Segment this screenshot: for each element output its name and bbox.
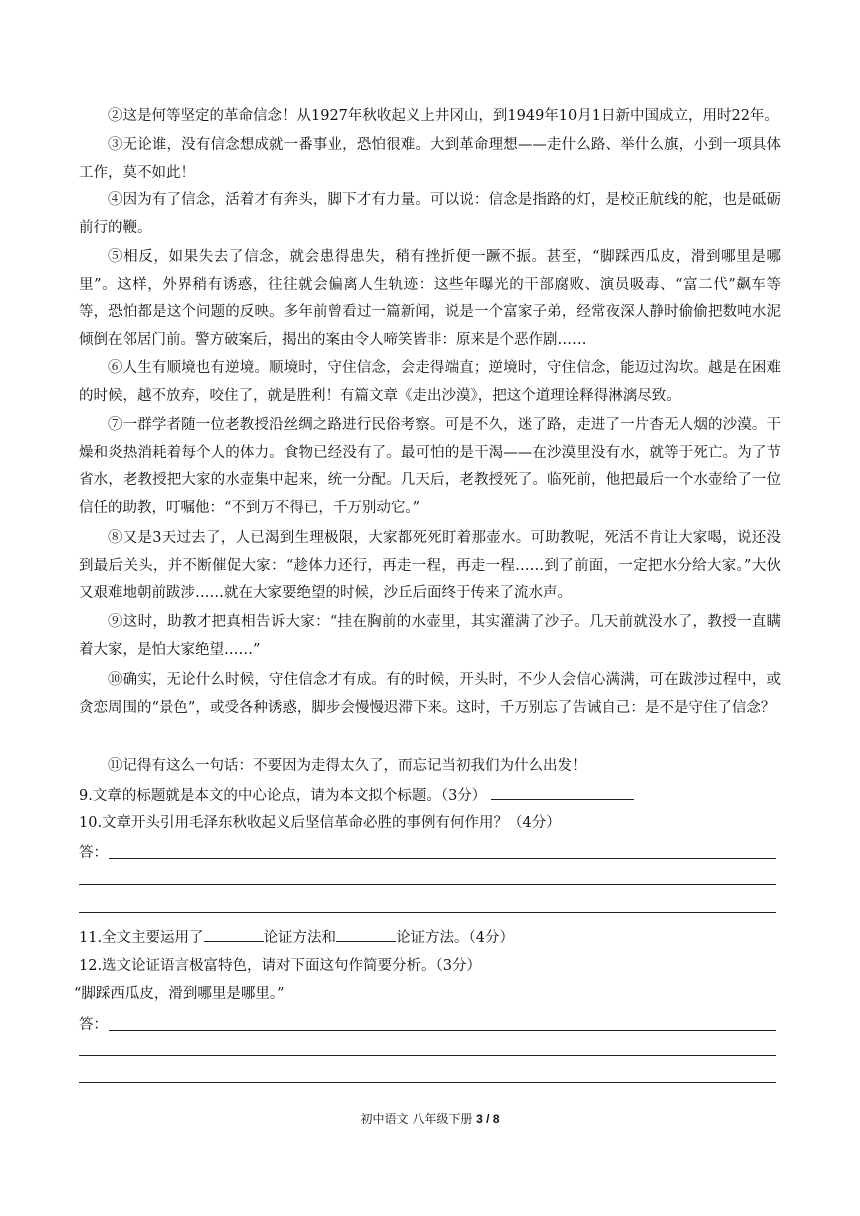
question-11 (79, 926, 514, 950)
question-9-text: 9.文章的标题就是本文的中心论点，请为本文拟个标题。（3分） (79, 788, 487, 804)
question-11-blank-1[interactable] (204, 927, 264, 942)
paragraph-8: ⑧又是3天过去了，人已渴到生理极限，大家都死死盯着那壶水。可助教呢，死活不肯让大家喝，说还没到最后关头，并不断催促大家：“趁体力还行，再走一程，再走一程……到了前面，一定把水分给大家。”大伙又艰难地朝前跋涉……就在大家要绝望的时候，沙丘后面终于传来了流水声。 (79, 530, 781, 601)
answer-line[interactable] (79, 1055, 776, 1056)
question-11-text-c: 论证方法。（4分） (396, 930, 515, 946)
question-11-blank-2[interactable] (336, 927, 396, 942)
paragraph-6: ⑥人生有顺境也有逆境。顺境时，守住信念，会走得端直；逆境时，守住信念，能迈过沟坎。越是在困难的时候，越不放弃，咬住了，就是胜利！有篇文章《走出沙漠》，把这个道理诠释得淋漓尽致。 (79, 360, 781, 404)
question-12-quote: “脚踩西瓜皮，滑到哪里是哪里。” (74, 986, 285, 1002)
answer-label: 答： (79, 1017, 108, 1033)
question-11-text-a: 11.全文主要运用了 (79, 930, 204, 946)
answer-line[interactable] (79, 1082, 776, 1083)
question-9-blank[interactable] (491, 785, 634, 800)
answer-line[interactable] (109, 858, 776, 859)
question-12-answer-row[interactable] (79, 1013, 776, 1035)
paragraph-5: ⑤相反，如果失去了信念，就会患得患失，稍有挫折便一蹶不振。甚至，“脚踩西瓜皮，滑到哪里是哪里”。这样，外界稍有诱惑，往往就会偏离人生轨迹：这些年曝光的干部腐败、演员吸毒、“富二代”飙车等等，恐怕都是这个问题的反映。多年前曾看过一篇新闻，说是一个富家子弟，经常夜深人静时偷偷把数吨水泥倾倒在邻居门前。警方破案后，揭出的案由令人啼笑皆非：原来是个恶作剧…… (79, 249, 781, 348)
answer-label: 答： (79, 845, 108, 861)
page-number: 3 / 8 (476, 1112, 500, 1126)
question-11-text-b: 论证方法和 (263, 930, 337, 946)
paragraph-10: ⑩确实，无论什么时候，守住信念才有成。有的时候，开头时，不少人会信心满满，可在跋涉过程中，或贪恋周围的“景色”，或受各种诱惑，脚步会慢慢迟滞下来。这时，千万别忘了告诫自己：是不是守住了信念？ (79, 672, 781, 716)
paragraph-4: ④因为有了信念，活着才有奔头，脚下才有力量。可以说：信念是指路的灯，是校正航线的舵，也是砥砺前行的鞭。 (79, 192, 781, 236)
footer-text: 初中语文 八年级下册 (360, 1112, 477, 1126)
answer-line[interactable] (79, 912, 776, 913)
paragraph-11: ⑪记得有这么一句话：不要因为走得太久了，而忘记当初我们为什么出发！ (108, 758, 587, 774)
page-footer (0, 1110, 860, 1127)
paragraph-7: ⑦一群学者随一位老教授沿丝绸之路进行民俗考察。可是不久，迷了路，走进了一片杳无人烟的沙漠。干燥和炎热消耗着每个人的体力。食物已经没有了。最可怕的是干渴——在沙漠里没有水，就等于死亡。为了节省水，老教授把大家的水壶集中起来，统一分配。几天后，老教授死了。临死前，他把最后一个水壶给了一位信任的助教，叮嘱他：“不到万不得已，千万别动它。” (79, 417, 781, 516)
question-10-answer-row[interactable] (79, 841, 776, 863)
question-9 (79, 784, 634, 808)
paragraph-2: ②这是何等坚定的革命信念！从1927年秋收起义上井冈山，到1949年10月1日新中国成立，用时22年。 (108, 108, 779, 124)
paragraph-9: ⑨这时，助教才把真相告诉大家：“挂在胸前的水壶里，其实灌满了沙子。几天前就没水了，教授一直瞒着大家，是怕大家绝望……” (79, 614, 781, 658)
question-12: 12.选文论证语言极富特色，请对下面这句作简要分析。（3分） (79, 958, 482, 974)
answer-line[interactable] (79, 884, 776, 885)
question-10: 10.文章开头引用毛泽东秋收起义后坚信革命必胜的事例有何作用？（4分） (79, 815, 561, 831)
answer-line[interactable] (109, 1030, 776, 1031)
paragraph-3: ③无论谁，没有信念想成就一番事业，恐怕很难。大到革命理想——走什么路、举什么旗，小到一项具体工作，莫不如此！ (79, 137, 781, 181)
